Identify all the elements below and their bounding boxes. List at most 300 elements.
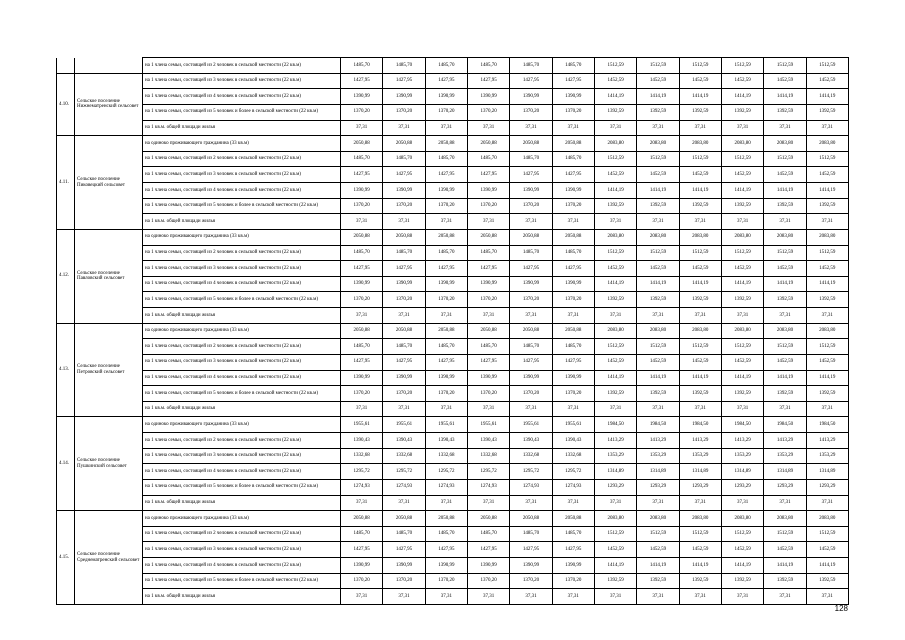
settlement-name [75,58,143,74]
value-cell: 1512,59 [764,339,806,355]
settlement-name: Сельское поселение Нижнематренский сельсовет [75,73,143,136]
value-cell: 1512,59 [679,526,721,542]
value-cell: 1332,68 [467,448,509,464]
value-cell: 1427,95 [552,73,594,89]
value-cell: 1314,89 [594,464,636,480]
settlement-name: Сельское поселение Павловский сельсовет [75,229,143,323]
value-cell: 37,31 [467,495,509,511]
value-cell: 1390,99 [341,183,383,199]
value-cell: 1414,19 [679,89,721,105]
value-cell: 1414,19 [806,183,848,199]
value-cell: 37,31 [637,589,679,605]
value-cell: 37,31 [764,214,806,230]
value-cell: 2050,88 [425,229,467,245]
value-cell: 1512,59 [637,526,679,542]
value-cell: 1512,59 [806,58,848,74]
value-cell: 37,31 [594,495,636,511]
value-cell: 2050,88 [425,323,467,339]
value-cell: 1485,70 [467,526,509,542]
value-cell: 1390,43 [383,433,425,449]
value-cell: 1370,20 [510,386,552,402]
table-row [57,120,849,136]
norm-description: на 1 кв.м. общей площади жилья [143,589,341,605]
value-cell: 2083,80 [679,136,721,152]
value-cell: 37,31 [383,401,425,417]
value-cell: 2050,88 [425,136,467,152]
value-cell: 1414,19 [679,558,721,574]
value-cell: 1427,95 [383,354,425,370]
value-cell: 1984,50 [764,417,806,433]
value-cell: 1414,19 [764,89,806,105]
value-cell: 1370,20 [467,386,509,402]
value-cell: 1295,72 [510,464,552,480]
value-cell: 1452,59 [806,542,848,558]
value-cell: 1414,19 [806,558,848,574]
value-cell: 37,31 [341,401,383,417]
value-cell: 1370,20 [425,198,467,214]
value-cell: 37,31 [467,589,509,605]
value-cell: 37,31 [594,308,636,324]
value-cell: 1452,59 [764,73,806,89]
value-cell: 1427,95 [510,73,552,89]
value-cell: 1392,59 [594,198,636,214]
value-cell: 37,31 [425,214,467,230]
value-cell: 37,31 [806,214,848,230]
value-cell: 1392,59 [806,292,848,308]
table-row [57,73,849,89]
value-cell: 1390,99 [383,370,425,386]
value-cell: 1332,68 [425,448,467,464]
value-cell: 2083,80 [594,136,636,152]
table-row [57,308,849,324]
value-cell: 1452,59 [637,542,679,558]
value-cell: 1485,70 [341,526,383,542]
value-cell: 2050,88 [467,229,509,245]
value-cell: 1370,20 [510,104,552,120]
value-cell: 37,31 [764,308,806,324]
value-cell: 1274,93 [467,479,509,495]
norm-description: на 1 члена семьи, состоящей из 5 человек и более в сельской местности (22 кв.м) [143,198,341,214]
value-cell: 2083,80 [806,511,848,527]
value-cell: 37,31 [679,401,721,417]
value-cell: 1452,59 [679,542,721,558]
value-cell: 2083,80 [721,511,763,527]
table-row [57,511,849,527]
value-cell: 1512,59 [594,339,636,355]
value-cell: 1390,99 [383,89,425,105]
norm-description: на 1 члена семьи, состоящей из 3 человек в сельской местности (22 кв.м) [143,73,341,89]
value-cell: 1390,43 [510,433,552,449]
value-cell: 1452,59 [721,261,763,277]
value-cell: 1427,95 [383,542,425,558]
value-cell: 1370,20 [383,386,425,402]
value-cell: 2050,88 [510,136,552,152]
value-cell: 1427,95 [467,261,509,277]
section-number: 4.13. [57,323,75,417]
value-cell: 1485,70 [425,58,467,74]
value-cell: 1452,59 [721,73,763,89]
value-cell: 37,31 [637,214,679,230]
norm-description: на 1 кв.м. общей площади жилья [143,214,341,230]
value-cell: 37,31 [806,495,848,511]
value-cell: 1512,59 [637,245,679,261]
value-cell: 1485,70 [510,245,552,261]
norm-description: на 1 члена семьи, состоящей из 3 человек в сельской местности (22 кв.м) [143,354,341,370]
table-row [57,542,849,558]
value-cell: 1392,59 [594,573,636,589]
value-cell: 1390,43 [467,433,509,449]
value-cell: 1392,59 [764,104,806,120]
value-cell: 1512,59 [679,339,721,355]
norm-description: на 1 члена семьи, состоящей из 3 человек в сельской местности (22 кв.м) [143,542,341,558]
value-cell: 1452,59 [679,167,721,183]
value-cell: 1485,70 [425,151,467,167]
norm-description: на 1 члена семьи, состоящей из 2 человек в сельской местности (22 кв.м) [143,245,341,261]
value-cell: 1390,99 [425,370,467,386]
value-cell: 1392,59 [679,292,721,308]
value-cell: 1392,59 [679,386,721,402]
value-cell: 1427,95 [467,354,509,370]
norm-description: на 1 кв.м. общей площади жилья [143,308,341,324]
value-cell: 37,31 [341,120,383,136]
value-cell: 1452,59 [594,167,636,183]
value-cell: 1274,93 [383,479,425,495]
value-cell: 1414,19 [637,89,679,105]
value-cell: 2050,88 [552,136,594,152]
value-cell: 1370,20 [341,292,383,308]
value-cell: 2050,88 [552,511,594,527]
value-cell: 2050,88 [552,229,594,245]
value-cell: 37,31 [721,120,763,136]
value-cell: 2083,80 [764,229,806,245]
value-cell: 37,31 [383,495,425,511]
value-cell: 1353,29 [679,448,721,464]
norm-description: на 1 члена семьи, состоящей из 4 человек в сельской местности (22 кв.м) [143,558,341,574]
value-cell: 1414,19 [594,89,636,105]
value-cell: 1427,95 [510,354,552,370]
value-cell: 37,31 [341,589,383,605]
norm-description: на 1 кв.м. общей площади жилья [143,401,341,417]
value-cell: 1452,59 [806,261,848,277]
value-cell: 1485,70 [467,151,509,167]
norm-description: на 1 члена семьи, состоящей из 4 человек в сельской местности (22 кв.м) [143,370,341,386]
value-cell: 1485,70 [552,245,594,261]
value-cell: 1512,59 [594,526,636,542]
value-cell: 1370,20 [383,573,425,589]
value-cell: 1427,95 [341,73,383,89]
value-cell: 1485,70 [425,339,467,355]
value-cell: 1390,99 [510,370,552,386]
value-cell: 1452,59 [637,261,679,277]
value-cell: 2083,80 [594,511,636,527]
value-cell: 2050,88 [467,323,509,339]
table-row [57,104,849,120]
value-cell: 1392,59 [806,386,848,402]
value-cell: 1485,70 [552,339,594,355]
value-cell: 37,31 [721,495,763,511]
value-cell: 1452,59 [679,73,721,89]
table-row [57,448,849,464]
value-cell: 1390,99 [467,370,509,386]
value-cell: 1390,99 [383,276,425,292]
value-cell: 1392,59 [806,573,848,589]
value-cell: 1427,95 [425,354,467,370]
value-cell: 1427,95 [425,167,467,183]
value-cell: 37,31 [637,120,679,136]
value-cell: 1984,50 [679,417,721,433]
value-cell: 1414,19 [806,370,848,386]
value-cell: 2083,80 [721,229,763,245]
value-cell: 1414,19 [721,183,763,199]
value-cell: 1427,95 [425,261,467,277]
table-row [57,401,849,417]
value-cell: 2083,80 [764,511,806,527]
value-cell: 1414,19 [637,183,679,199]
value-cell: 1414,19 [679,276,721,292]
value-cell: 1485,70 [467,58,509,74]
value-cell: 1390,99 [425,183,467,199]
value-cell: 1512,59 [721,58,763,74]
section-number [57,58,75,74]
norm-description: на 1 члена семьи, состоящей из 3 человек в сельской местности (22 кв.м) [143,448,341,464]
value-cell: 37,31 [552,589,594,605]
value-cell: 1392,59 [721,104,763,120]
value-cell: 1370,20 [425,104,467,120]
value-cell: 1370,20 [552,104,594,120]
value-cell: 37,31 [467,120,509,136]
value-cell: 1353,29 [637,448,679,464]
value-cell: 1452,59 [594,354,636,370]
value-cell: 1485,70 [552,58,594,74]
value-cell: 1392,59 [721,573,763,589]
table-row [57,370,849,386]
norm-description: на 1 члена семьи, состоящей из 2 человек в сельской местности (22 кв.м) [143,526,341,542]
value-cell: 1414,19 [764,370,806,386]
value-cell: 1392,59 [679,198,721,214]
value-cell: 1512,59 [764,245,806,261]
value-cell: 1413,29 [637,433,679,449]
table-row [57,245,849,261]
value-cell: 2050,88 [467,511,509,527]
section-number: 4.15. [57,511,75,605]
value-cell: 1485,70 [552,151,594,167]
section-number: 4.14. [57,417,75,511]
value-cell: 37,31 [510,308,552,324]
value-cell: 1485,70 [510,526,552,542]
value-cell: 1390,99 [341,370,383,386]
value-cell: 1512,59 [637,58,679,74]
value-cell: 1955,61 [467,417,509,433]
value-cell: 1512,59 [594,245,636,261]
norm-description: на одиноко проживающего гражданина (33 кв.м) [143,511,341,527]
value-cell: 1427,95 [467,73,509,89]
table-row [57,198,849,214]
value-cell: 1452,59 [594,261,636,277]
value-cell: 37,31 [383,589,425,605]
table-row [57,183,849,199]
value-cell: 1390,99 [383,183,425,199]
value-cell: 1512,59 [806,526,848,542]
value-cell: 1452,59 [637,354,679,370]
value-cell: 37,31 [594,401,636,417]
value-cell: 1392,59 [806,198,848,214]
norm-description: на 1 члена семьи, состоящей из 5 человек и более в сельской местности (22 кв.м) [143,104,341,120]
value-cell: 1392,59 [679,573,721,589]
value-cell: 2050,88 [425,511,467,527]
value-cell: 1452,59 [679,354,721,370]
value-cell: 1370,20 [510,573,552,589]
value-cell: 1414,19 [594,276,636,292]
value-cell: 37,31 [764,589,806,605]
value-cell: 37,31 [425,495,467,511]
norm-description: на 1 члена семьи, состоящей из 5 человек и более в сельской местности (22 кв.м) [143,292,341,308]
value-cell: 1485,70 [341,58,383,74]
table-row [57,433,849,449]
table-row [57,464,849,480]
value-cell: 1452,59 [721,354,763,370]
value-cell: 1452,59 [806,167,848,183]
value-cell: 2083,80 [637,511,679,527]
value-cell: 1392,59 [806,104,848,120]
value-cell: 1414,19 [806,89,848,105]
value-cell: 1370,20 [341,104,383,120]
value-cell: 1512,59 [806,245,848,261]
value-cell: 1274,93 [341,479,383,495]
value-cell: 2083,80 [637,136,679,152]
value-cell: 1390,99 [510,558,552,574]
value-cell: 1414,19 [764,558,806,574]
tariff-table-body [57,58,849,605]
value-cell: 2050,88 [383,511,425,527]
value-cell: 1390,99 [467,276,509,292]
value-cell: 2050,88 [341,511,383,527]
value-cell: 2083,80 [679,511,721,527]
value-cell: 37,31 [721,308,763,324]
norm-description: на одиноко проживающего гражданина (33 кв.м) [143,417,341,433]
value-cell: 37,31 [425,308,467,324]
value-cell: 1295,72 [552,464,594,480]
settlement-name: Сельское поселение Пиковецкий сельсовет [75,136,143,230]
norm-description: на 1 члена семьи, состоящей из 3 человек в сельской местности (22 кв.м) [143,167,341,183]
value-cell: 1485,70 [383,245,425,261]
value-cell: 2083,80 [764,136,806,152]
table-row [57,558,849,574]
value-cell: 2050,88 [510,229,552,245]
value-cell: 1512,59 [721,526,763,542]
value-cell: 1414,19 [721,89,763,105]
value-cell: 1392,59 [764,573,806,589]
value-cell: 1332,68 [341,448,383,464]
value-cell: 1413,29 [764,433,806,449]
value-cell: 1427,95 [510,167,552,183]
value-cell: 2050,88 [552,323,594,339]
value-cell: 1512,59 [679,58,721,74]
value-cell: 1512,59 [806,339,848,355]
settlement-name: Сельское поселение Среднематренский сельсовет [75,511,143,605]
value-cell: 1955,61 [341,417,383,433]
value-cell: 1413,29 [679,433,721,449]
value-cell: 37,31 [341,495,383,511]
value-cell: 1370,20 [467,104,509,120]
value-cell: 1414,19 [594,558,636,574]
value-cell: 1392,59 [679,104,721,120]
value-cell: 1427,95 [341,354,383,370]
value-cell: 1413,29 [594,433,636,449]
value-cell: 37,31 [383,214,425,230]
value-cell: 1427,95 [341,167,383,183]
table-row [57,167,849,183]
value-cell: 1427,95 [467,167,509,183]
value-cell: 1274,93 [510,479,552,495]
value-cell: 1984,50 [721,417,763,433]
value-cell: 1485,70 [383,526,425,542]
value-cell: 1452,59 [637,167,679,183]
norm-description: на 1 члена семьи, состоящей из 4 человек в сельской местности (22 кв.м) [143,464,341,480]
value-cell: 37,31 [552,495,594,511]
value-cell: 1370,20 [383,292,425,308]
value-cell: 1370,20 [383,198,425,214]
value-cell: 1390,99 [425,276,467,292]
value-cell: 1984,50 [637,417,679,433]
norm-description: на 1 члена семьи, состоящей из 2 человек в сельской местности (22 кв.м) [143,339,341,355]
value-cell: 1293,29 [721,479,763,495]
value-cell: 1392,59 [721,292,763,308]
tariff-table [56,57,849,605]
value-cell: 1370,20 [467,292,509,308]
value-cell: 1353,29 [764,448,806,464]
value-cell: 1512,59 [679,151,721,167]
value-cell: 1390,99 [552,558,594,574]
value-cell: 1370,20 [341,573,383,589]
value-cell: 1427,95 [341,542,383,558]
settlement-name: Сельское поселение Петровский сельсовет [75,323,143,417]
value-cell: 1413,29 [721,433,763,449]
norm-description: на 1 члена семьи, состоящей из 5 человек и более в сельской местности (22 кв.м) [143,386,341,402]
value-cell: 1390,43 [341,433,383,449]
norm-description: на 1 члена семьи, состоящей из 3 человек в сельской местности (22 кв.м) [143,261,341,277]
value-cell: 2050,88 [383,323,425,339]
table-row [57,526,849,542]
value-cell: 1512,59 [721,339,763,355]
value-cell: 1414,19 [764,276,806,292]
value-cell: 37,31 [552,214,594,230]
value-cell: 37,31 [510,120,552,136]
value-cell: 1390,99 [552,183,594,199]
value-cell: 1390,99 [552,370,594,386]
value-cell: 1414,19 [679,370,721,386]
value-cell: 37,31 [594,214,636,230]
value-cell: 2050,88 [467,136,509,152]
value-cell: 1314,89 [679,464,721,480]
value-cell: 2083,80 [594,323,636,339]
value-cell: 2083,80 [637,229,679,245]
value-cell: 1370,20 [341,386,383,402]
norm-description: на 1 члена семьи, состоящей из 5 человек и более в сельской местности (22 кв.м) [143,479,341,495]
value-cell: 37,31 [425,401,467,417]
value-cell: 1390,99 [341,276,383,292]
norm-description: на 1 члена семьи, состоящей из 4 человек в сельской местности (22 кв.м) [143,89,341,105]
value-cell: 1512,59 [637,339,679,355]
value-cell: 1390,99 [341,558,383,574]
value-cell: 1427,95 [552,542,594,558]
value-cell: 1413,29 [806,433,848,449]
value-cell: 1390,99 [341,89,383,105]
value-cell: 1452,59 [679,261,721,277]
value-cell: 1390,99 [425,558,467,574]
value-cell: 1427,95 [552,261,594,277]
value-cell: 1353,29 [806,448,848,464]
value-cell: 1512,59 [637,151,679,167]
